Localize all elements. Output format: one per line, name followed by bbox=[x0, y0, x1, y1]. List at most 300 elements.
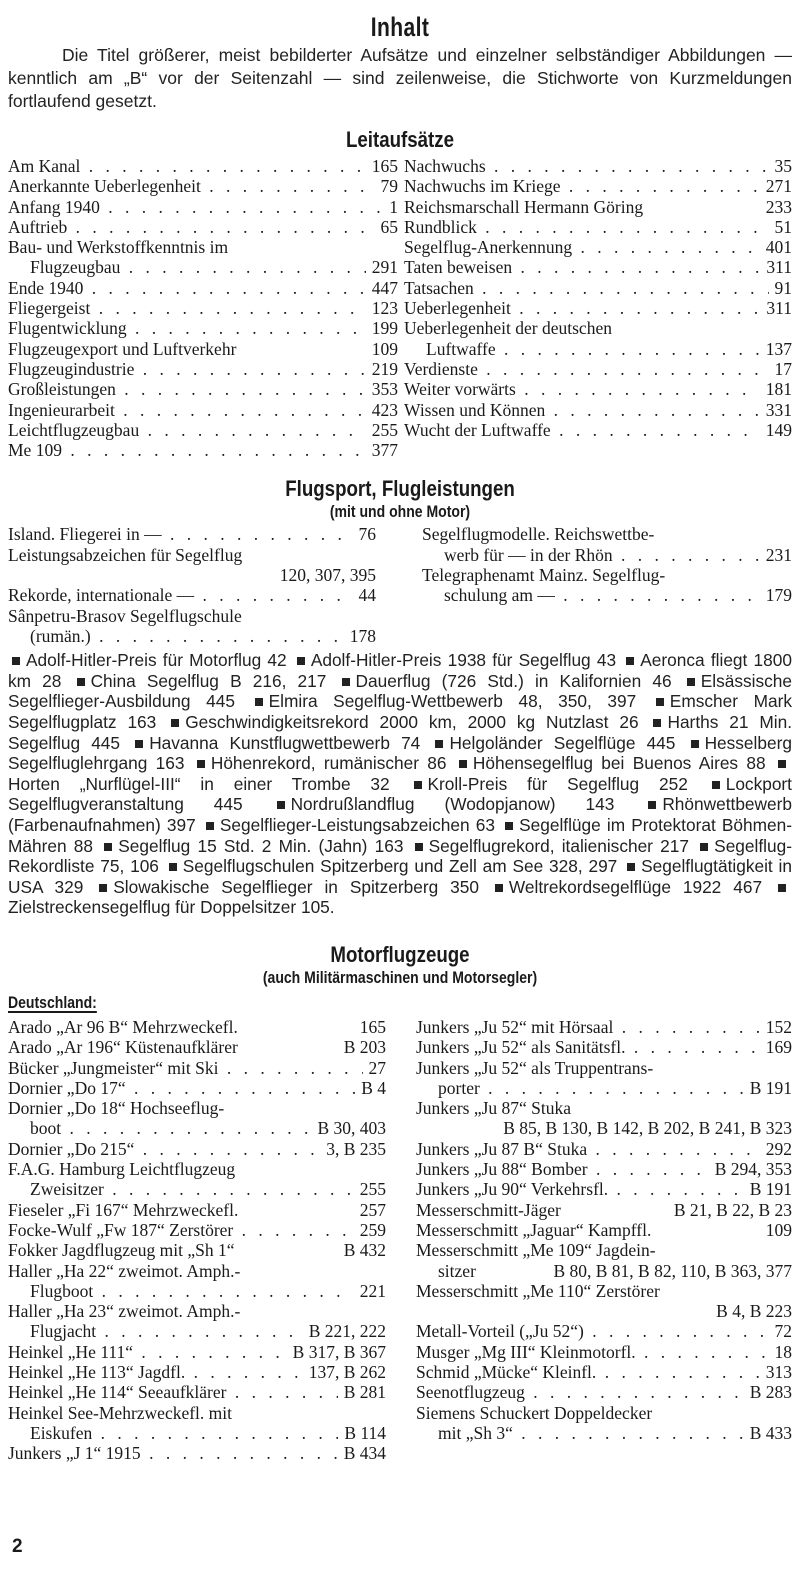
index-entry bbox=[422, 565, 792, 585]
entry-title: Junkers „Ju 52“ mit Hörsaal . . . bbox=[416, 1017, 760, 1037]
square-bullet-icon bbox=[691, 740, 699, 748]
entry-page: 311 bbox=[766, 298, 792, 319]
entry-title: Junkers „Ju 87“ Stuka bbox=[416, 1098, 572, 1119]
entry-title: Flugjacht . . . bbox=[8, 1321, 303, 1341]
entry-title: Dornier „Do 215“ . . . bbox=[8, 1139, 320, 1159]
entry-page: 291 bbox=[371, 257, 398, 278]
square-bullet-icon bbox=[626, 657, 634, 665]
index-entry bbox=[8, 1281, 386, 1301]
entry-page bbox=[380, 1159, 386, 1179]
entry-page: 169 bbox=[765, 1037, 792, 1058]
index-entry bbox=[404, 400, 792, 420]
entry-page: B 317, B 367 bbox=[292, 1341, 386, 1362]
entry-title: Messerschmitt „Jaguar“ Kampffl. bbox=[416, 1219, 652, 1240]
square-bullet-icon bbox=[505, 822, 513, 830]
index-entry bbox=[422, 585, 792, 605]
index-entry bbox=[8, 606, 376, 626]
entry-page: 221 bbox=[359, 1280, 386, 1301]
entry-page: 313 bbox=[765, 1362, 792, 1382]
short-note: Höhenrekord, rumänischer 86 bbox=[210, 753, 447, 774]
entry-title: Flugzeugbau . . . bbox=[8, 257, 366, 277]
entry-title: Island. Fliegerei in — . . . bbox=[8, 524, 353, 544]
entry-page: 311 bbox=[766, 257, 792, 278]
index-entry bbox=[416, 1261, 792, 1281]
index-entry bbox=[8, 626, 376, 646]
page-title: Inhalt bbox=[370, 12, 430, 42]
square-bullet-icon bbox=[648, 801, 656, 809]
section-heading-motorflugzeuge: Motorflugzeuge bbox=[330, 941, 470, 967]
entry-page: 255 bbox=[359, 1179, 386, 1200]
entry-page: B 281 bbox=[343, 1382, 386, 1403]
index-entry bbox=[404, 257, 792, 277]
entry-title bbox=[416, 1118, 497, 1138]
index-entry bbox=[8, 278, 398, 298]
entry-page: 292 bbox=[765, 1138, 792, 1159]
entry-page bbox=[786, 1058, 792, 1078]
entry-page: 65 bbox=[380, 216, 398, 237]
leitaufsaetze-right bbox=[404, 156, 792, 460]
entry-page bbox=[380, 1403, 386, 1423]
intro-paragraph bbox=[8, 44, 792, 113]
square-bullet-icon bbox=[12, 657, 20, 665]
index-entry bbox=[404, 339, 792, 359]
short-note: Segelflüge im Protektorat Böhmen-Mähren 88 bbox=[8, 814, 793, 856]
entry-page bbox=[786, 1403, 792, 1423]
index-entry bbox=[8, 1200, 386, 1220]
entry-title: Ueberlegenheit . . . bbox=[404, 298, 760, 318]
entry-page: 137, B 262 bbox=[308, 1362, 386, 1382]
entry-title: Heinkel „He 111“ . . . bbox=[8, 1342, 287, 1362]
index-entry bbox=[8, 585, 376, 605]
entry-page: 35 bbox=[774, 156, 792, 176]
entry-title: Wucht der Luftwaffe . . . bbox=[404, 420, 760, 440]
entry-page: 27 bbox=[368, 1057, 386, 1078]
entry-title: Am Kanal . . . bbox=[8, 156, 366, 176]
entry-title: Focke-Wulf „Fw 187“ Zerstörer . . . bbox=[8, 1220, 354, 1240]
entry-title: Zweisitzer . . . bbox=[8, 1179, 354, 1199]
entry-page bbox=[786, 1098, 792, 1118]
square-bullet-icon bbox=[414, 781, 422, 789]
short-note: Weltrekordsegelflüge 1922 467 bbox=[508, 876, 763, 897]
entry-page: 1 bbox=[389, 196, 398, 217]
entry-page: 123 bbox=[371, 298, 398, 319]
index-entry bbox=[8, 298, 398, 318]
index-entry bbox=[8, 1240, 386, 1260]
entry-title: Dornier „Do 18“ Hochseeflug- bbox=[8, 1098, 225, 1119]
square-bullet-icon bbox=[277, 801, 285, 809]
entry-title: Ingenieurarbeit . . . bbox=[8, 400, 366, 420]
entry-title: mit „Sh 3“ . . . bbox=[416, 1423, 744, 1443]
entry-title: Bücker „Jungmeister“ mit Ski . . . bbox=[8, 1058, 363, 1078]
entry-title: Schmid „Mücke“ Kleinfl. . . . bbox=[416, 1362, 760, 1382]
entry-title: Verdienste . . . bbox=[404, 359, 769, 379]
index-entry bbox=[416, 1382, 792, 1402]
square-bullet-icon bbox=[135, 740, 143, 748]
entry-title: Anerkannte Ueberlegenheit . . . bbox=[8, 176, 375, 196]
short-note: Dauerflug (726 Std.) in Kalifornien 46 bbox=[355, 670, 672, 691]
index-entry bbox=[416, 1240, 792, 1260]
entry-title: Junkers „Ju 87 B“ Stuka . . . bbox=[416, 1139, 760, 1159]
square-bullet-icon bbox=[255, 698, 263, 706]
index-entry bbox=[8, 1261, 386, 1281]
entry-title: schulung am — . . . bbox=[422, 585, 760, 605]
short-note: Segelflugrekord, italienischer 217 bbox=[428, 835, 689, 856]
entry-page: 44 bbox=[358, 585, 376, 606]
square-bullet-icon bbox=[627, 863, 635, 871]
short-note: Slowakische Segelflieger in Spitzerberg 350 bbox=[113, 876, 479, 897]
entry-page: B 283 bbox=[749, 1382, 792, 1403]
entry-page: B 221, 222 bbox=[308, 1321, 386, 1342]
entry-title: Rundblick . . . bbox=[404, 217, 769, 237]
entry-page: 233 bbox=[765, 196, 792, 217]
square-bullet-icon bbox=[778, 760, 786, 768]
index-entry bbox=[8, 359, 398, 379]
index-entry bbox=[8, 197, 398, 217]
entry-page: B 203 bbox=[343, 1037, 386, 1058]
entry-title: Rekorde, internationale — . . . bbox=[8, 585, 353, 605]
entry-page: 165 bbox=[371, 156, 398, 176]
index-entry bbox=[8, 156, 398, 176]
leitaufsaetze-columns bbox=[8, 156, 792, 460]
entry-title: Flugzeugexport und Luftverkehr bbox=[8, 338, 237, 359]
entry-page bbox=[786, 1281, 792, 1301]
index-entry bbox=[416, 1301, 792, 1321]
short-note: Segelflugschulen Spitzerberg und Zell am See 328, 297 bbox=[182, 856, 618, 877]
index-entry bbox=[8, 1098, 386, 1118]
index-entry bbox=[8, 1017, 386, 1037]
entry-title: Junkers „Ju 52“ als Truppentrans- bbox=[416, 1057, 654, 1078]
index-entry bbox=[416, 1037, 792, 1057]
index-entry bbox=[416, 1058, 792, 1078]
entry-title: Weiter vorwärts . . . bbox=[404, 379, 760, 399]
entry-page bbox=[786, 565, 792, 585]
square-bullet-icon bbox=[104, 843, 112, 851]
entry-page: 137 bbox=[765, 338, 792, 359]
square-bullet-icon bbox=[197, 760, 205, 768]
index-entry bbox=[8, 1159, 386, 1179]
page-number: 2 bbox=[12, 1536, 23, 1557]
index-entry bbox=[422, 545, 792, 565]
entry-page bbox=[380, 1098, 386, 1118]
entry-page: B 85, B 130, B 142, B 202, B 241, B 323 bbox=[503, 1118, 792, 1139]
entry-title: Fokker Jagdflugzeug mit „Sh 1“ bbox=[8, 1240, 235, 1261]
entry-page: 331 bbox=[765, 399, 792, 420]
square-bullet-icon bbox=[342, 678, 350, 686]
entry-page: 447 bbox=[371, 277, 398, 298]
section-heading-flugsport: Flugsport, Flugleistungen bbox=[285, 476, 515, 502]
entry-title: Nachwuchs im Kriege . . . bbox=[404, 176, 760, 196]
entry-page: 271 bbox=[765, 176, 792, 197]
index-entry bbox=[416, 1403, 792, 1423]
entry-title: Haller „Ha 22“ zweimot. Amph.- bbox=[8, 1260, 241, 1281]
index-entry bbox=[8, 1220, 386, 1240]
entry-page: 3, B 235 bbox=[326, 1138, 386, 1159]
entry-title: F.A.G. Hamburg Leichtflugzeug bbox=[8, 1159, 236, 1180]
entry-title: Telegraphenamt Mainz. Segelflug- bbox=[422, 565, 666, 586]
short-note: Zielstreckensegelflug für Doppelsitzer 105. bbox=[8, 897, 335, 918]
entry-title: Junkers „Ju 88“ Bomber . . . bbox=[416, 1159, 709, 1179]
square-bullet-icon bbox=[653, 719, 661, 727]
entry-title: Bau- und Werkstoffkenntnis im bbox=[8, 237, 229, 258]
square-bullet-icon bbox=[169, 863, 177, 871]
entry-page: 17 bbox=[774, 358, 792, 379]
section-heading-leitaufsaetze: Leitaufsätze bbox=[345, 127, 455, 152]
index-entry bbox=[404, 176, 792, 196]
entry-page bbox=[786, 318, 792, 338]
entry-title: Messerschmitt „Me 109“ Jagdein- bbox=[416, 1240, 656, 1261]
short-note: Aeronca fliegt 1800 km 28 bbox=[8, 650, 792, 691]
index-entry bbox=[8, 1037, 386, 1057]
entry-page: B 191 bbox=[749, 1179, 792, 1200]
entry-title: Flugentwicklung . . . bbox=[8, 318, 366, 338]
entry-page: B 30, 403 bbox=[317, 1118, 386, 1139]
short-note: Emscher Mark Segelflugplatz 163 bbox=[8, 691, 792, 733]
index-entry bbox=[404, 217, 792, 237]
entry-page: 109 bbox=[765, 1219, 792, 1240]
index-entry bbox=[8, 217, 398, 237]
square-bullet-icon bbox=[656, 698, 664, 706]
index-entry bbox=[416, 1179, 792, 1199]
square-bullet-icon bbox=[459, 760, 467, 768]
index-entry bbox=[8, 237, 398, 257]
motorflugzeuge-columns bbox=[8, 1017, 792, 1464]
short-note: Segelflug-Rekordliste 75, 106 bbox=[8, 835, 792, 877]
entry-title: Taten beweisen . . . bbox=[404, 257, 760, 277]
square-bullet-icon bbox=[206, 822, 214, 830]
motorflugzeuge-left bbox=[8, 1017, 386, 1464]
entry-title: Luftwaffe . . . bbox=[404, 339, 760, 359]
entry-title: Tatsachen . . . bbox=[404, 278, 769, 298]
square-bullet-icon bbox=[712, 781, 720, 789]
flugsport-right bbox=[422, 524, 792, 646]
index-entry bbox=[8, 1403, 386, 1423]
entry-page: B 433 bbox=[749, 1422, 792, 1443]
entry-page: 219 bbox=[371, 358, 398, 379]
entry-title: werb für — in der Rhön . . . bbox=[422, 545, 760, 565]
entry-title: sitzer bbox=[438, 1260, 476, 1281]
entry-page: 79 bbox=[380, 176, 398, 197]
index-entry bbox=[404, 420, 792, 440]
index-entry bbox=[8, 524, 376, 544]
entry-page: B 432 bbox=[343, 1240, 386, 1261]
index-entry bbox=[404, 359, 792, 379]
entry-page: 76 bbox=[358, 524, 376, 545]
entry-title: Wissen und Können . . . bbox=[404, 400, 760, 420]
index-entry bbox=[8, 565, 376, 585]
entry-page: B 434 bbox=[343, 1443, 386, 1464]
section-subheading-motorflugzeuge: (auch Militärmaschinen und Motorsegler) bbox=[262, 968, 538, 987]
entry-page bbox=[380, 1301, 386, 1321]
entry-title: Nachwuchs . . . bbox=[404, 156, 769, 176]
entry-title: Arado „Ar 96 B“ Mehrzweckefl. bbox=[8, 1016, 238, 1037]
entry-page: 401 bbox=[765, 237, 792, 258]
index-entry bbox=[8, 318, 398, 338]
entry-title: Segelflugmodelle. Reichswettbe- bbox=[422, 524, 655, 545]
entry-title: Leichtflugzeugbau . . . bbox=[8, 420, 366, 440]
entry-page: 257 bbox=[359, 1199, 386, 1220]
entry-page: 18 bbox=[774, 1341, 792, 1362]
entry-title: Junkers „Ju 52“ als Sanitätsfl. . . . bbox=[416, 1037, 760, 1057]
entry-page: 377 bbox=[371, 440, 398, 461]
index-entry bbox=[404, 379, 792, 399]
entry-title: Haller „Ha 23“ zweimot. Amph.- bbox=[8, 1301, 241, 1322]
short-note: Havanna Kunstflugwettbewerb 74 bbox=[149, 732, 421, 753]
entry-title: Me 109 . . . bbox=[8, 440, 366, 460]
index-entry bbox=[404, 197, 792, 217]
short-note: Adolf-Hitler-Preis für Motorflug 42 bbox=[26, 650, 287, 671]
entry-title: Großleistungen . . . bbox=[8, 379, 366, 399]
entry-page: 91 bbox=[774, 277, 792, 298]
index-entry bbox=[8, 440, 398, 460]
index-entry bbox=[8, 1058, 386, 1078]
index-entry bbox=[416, 1159, 792, 1179]
entry-title: Ende 1940 . . . bbox=[8, 278, 366, 298]
short-note: Elsässische Segelflieger-Ausbildung 445 bbox=[8, 670, 792, 712]
index-entry bbox=[422, 524, 792, 544]
entry-page: B 4 bbox=[361, 1077, 386, 1098]
entry-page: 259 bbox=[359, 1219, 386, 1240]
square-bullet-icon bbox=[297, 657, 305, 665]
index-entry bbox=[8, 1362, 386, 1382]
square-bullet-icon bbox=[700, 843, 708, 851]
index-entry bbox=[8, 1423, 386, 1443]
entry-page: B 114 bbox=[344, 1422, 386, 1443]
leitaufsaetze-left bbox=[8, 156, 398, 460]
entry-title: Segelflug-Anerkennung . . . bbox=[404, 237, 760, 257]
index-entry bbox=[416, 1321, 792, 1341]
index-entry bbox=[416, 1281, 792, 1301]
index-entry bbox=[416, 1098, 792, 1118]
short-note: Helgoländer Segelflüge 445 bbox=[449, 732, 676, 753]
index-entry bbox=[404, 318, 792, 338]
entry-page: B 80, B 81, B 82, 110, B 363, 377 bbox=[553, 1260, 792, 1281]
entry-title: Junkers „Ju 90“ Verkehrsfl. . . . bbox=[416, 1179, 744, 1199]
entry-title: Sânpetru-Brasov Segelflugschule bbox=[8, 605, 242, 626]
short-note: Harths 21 Min. Segelflug 445 bbox=[8, 712, 793, 753]
short-note: Segelflug 15 Std. 2 Min. (Jahn) 163 bbox=[118, 835, 404, 856]
entry-title: porter . . . bbox=[416, 1078, 744, 1098]
entry-title: Heinkel See-Mehrzweckefl. mit bbox=[8, 1402, 233, 1423]
square-bullet-icon bbox=[778, 884, 786, 892]
index-entry bbox=[416, 1139, 792, 1159]
index-entry bbox=[8, 339, 398, 359]
entry-title bbox=[416, 1301, 710, 1321]
flugsport-short-notes bbox=[8, 650, 792, 918]
short-note: Hesselberg Segelfluglehrgang 163 bbox=[8, 732, 792, 774]
index-entry bbox=[404, 278, 792, 298]
entry-title: Dornier „Do 17“ . . . bbox=[8, 1078, 355, 1098]
entry-title: Heinkel „He 113“ Jagdfl. . . . bbox=[8, 1362, 303, 1382]
entry-title: Eiskufen . . . bbox=[8, 1423, 338, 1443]
short-note: Nordrußlandflug (Wodopjanow) 143 bbox=[290, 794, 615, 815]
index-entry bbox=[416, 1423, 792, 1443]
entry-title: Fieseler „Fi 167“ Mehrzweckefl. bbox=[8, 1199, 239, 1220]
index-entry bbox=[416, 1200, 792, 1220]
entry-title: Flugboot . . . bbox=[8, 1281, 354, 1301]
entry-page: B 21, B 22, B 23 bbox=[673, 1199, 792, 1220]
entry-page: 51 bbox=[774, 216, 792, 237]
entry-page: 423 bbox=[371, 399, 398, 420]
index-entry bbox=[8, 1342, 386, 1362]
index-entry bbox=[416, 1220, 792, 1240]
entry-page: 353 bbox=[371, 379, 398, 400]
country-heading-container bbox=[8, 994, 792, 1013]
entry-page bbox=[370, 606, 376, 626]
index-entry bbox=[8, 1139, 386, 1159]
short-note: Horten „Nurflügel-III“ in einer Trombe 32 bbox=[8, 773, 390, 794]
entry-title: Metall-Vorteil („Ju 52“) . . . bbox=[416, 1321, 769, 1341]
entry-page: 179 bbox=[765, 585, 792, 606]
index-entry bbox=[8, 545, 376, 565]
entry-title: Musger „Mg III“ Kleinmotorfl. . . . bbox=[416, 1342, 769, 1362]
entry-title: Messerschmitt-Jäger bbox=[416, 1199, 561, 1220]
entry-title: Auftrieb . . . bbox=[8, 217, 375, 237]
index-entry bbox=[8, 1118, 386, 1138]
entry-title: Messerschmitt „Me 110“ Zerstörer bbox=[416, 1280, 660, 1301]
entry-page bbox=[392, 237, 398, 257]
square-bullet-icon bbox=[99, 884, 107, 892]
index-entry bbox=[8, 1301, 386, 1321]
short-note: Rhönwettbewerb (Farbenaufnahmen) 397 bbox=[8, 794, 792, 835]
intro-text: Die Titel größerer, meist bebilderter Aufsätze und einzelner selbständiger Abbildungen — kenntlich am „B“ vor der Seitenzahl — sind zeilenweise, die Stichworte von Kurzmeldungen fortlaufend gesetzt. bbox=[8, 45, 792, 111]
index-entry bbox=[8, 379, 398, 399]
entry-page: 199 bbox=[371, 318, 398, 339]
short-note: Segelflugtätigkeit in USA 329 bbox=[8, 856, 792, 897]
entry-title: Leistungsabzeichen für Segelflug bbox=[8, 544, 243, 565]
entry-title: Flugzeugindustrie . . . bbox=[8, 359, 366, 379]
flugsport-left bbox=[8, 524, 376, 646]
section-subheading-flugsport: (mit und ohne Motor) bbox=[329, 503, 471, 522]
index-entry bbox=[8, 400, 398, 420]
index-entry bbox=[404, 298, 792, 318]
entry-page bbox=[380, 1261, 386, 1281]
index-entry bbox=[416, 1342, 792, 1362]
square-bullet-icon bbox=[77, 678, 85, 686]
entry-title: boot . . . bbox=[8, 1118, 311, 1138]
flugsport-columns bbox=[8, 524, 792, 646]
entry-page: B 191 bbox=[749, 1077, 792, 1098]
square-bullet-icon bbox=[415, 843, 423, 851]
entry-page: 120, 307, 395 bbox=[279, 565, 376, 586]
entry-page bbox=[786, 1240, 792, 1260]
motorflugzeuge-right bbox=[416, 1017, 792, 1464]
entry-title: Fliegergeist . . . bbox=[8, 298, 366, 318]
entry-title: Anfang 1940 . . . bbox=[8, 197, 383, 217]
index-entry bbox=[416, 1017, 792, 1037]
square-bullet-icon bbox=[435, 740, 443, 748]
square-bullet-icon bbox=[687, 678, 695, 686]
index-entry bbox=[416, 1362, 792, 1382]
entry-title: (rumän.) . . . bbox=[8, 626, 344, 646]
index-entry bbox=[8, 1382, 386, 1402]
index-entry bbox=[8, 1443, 386, 1463]
index-entry bbox=[8, 176, 398, 196]
square-bullet-icon bbox=[495, 884, 503, 892]
short-note: Lockport Segelflugveranstaltung 445 bbox=[8, 773, 792, 815]
index-entry bbox=[8, 1179, 386, 1199]
short-note: Adolf-Hitler-Preis 1938 für Segelflug 43 bbox=[310, 650, 617, 671]
short-note: Höhensegelflug bei Buenos Aires 88 bbox=[472, 753, 766, 774]
entry-page bbox=[786, 524, 792, 544]
short-note: Kroll-Preis für Segelflug 252 bbox=[427, 773, 688, 794]
entry-page: 165 bbox=[359, 1016, 386, 1037]
short-note: Geschwindigkeitsrekord 2000 km, 2000 kg Nutzlast 26 bbox=[185, 712, 639, 733]
short-note: China Segelflug B 216, 217 bbox=[90, 670, 327, 691]
toc-page bbox=[8, 0, 792, 1463]
index-entry bbox=[404, 237, 792, 257]
entry-title: Seenotflugzeug . . . bbox=[416, 1382, 744, 1402]
entry-title: Siemens Schuckert Doppeldecker bbox=[416, 1402, 653, 1423]
